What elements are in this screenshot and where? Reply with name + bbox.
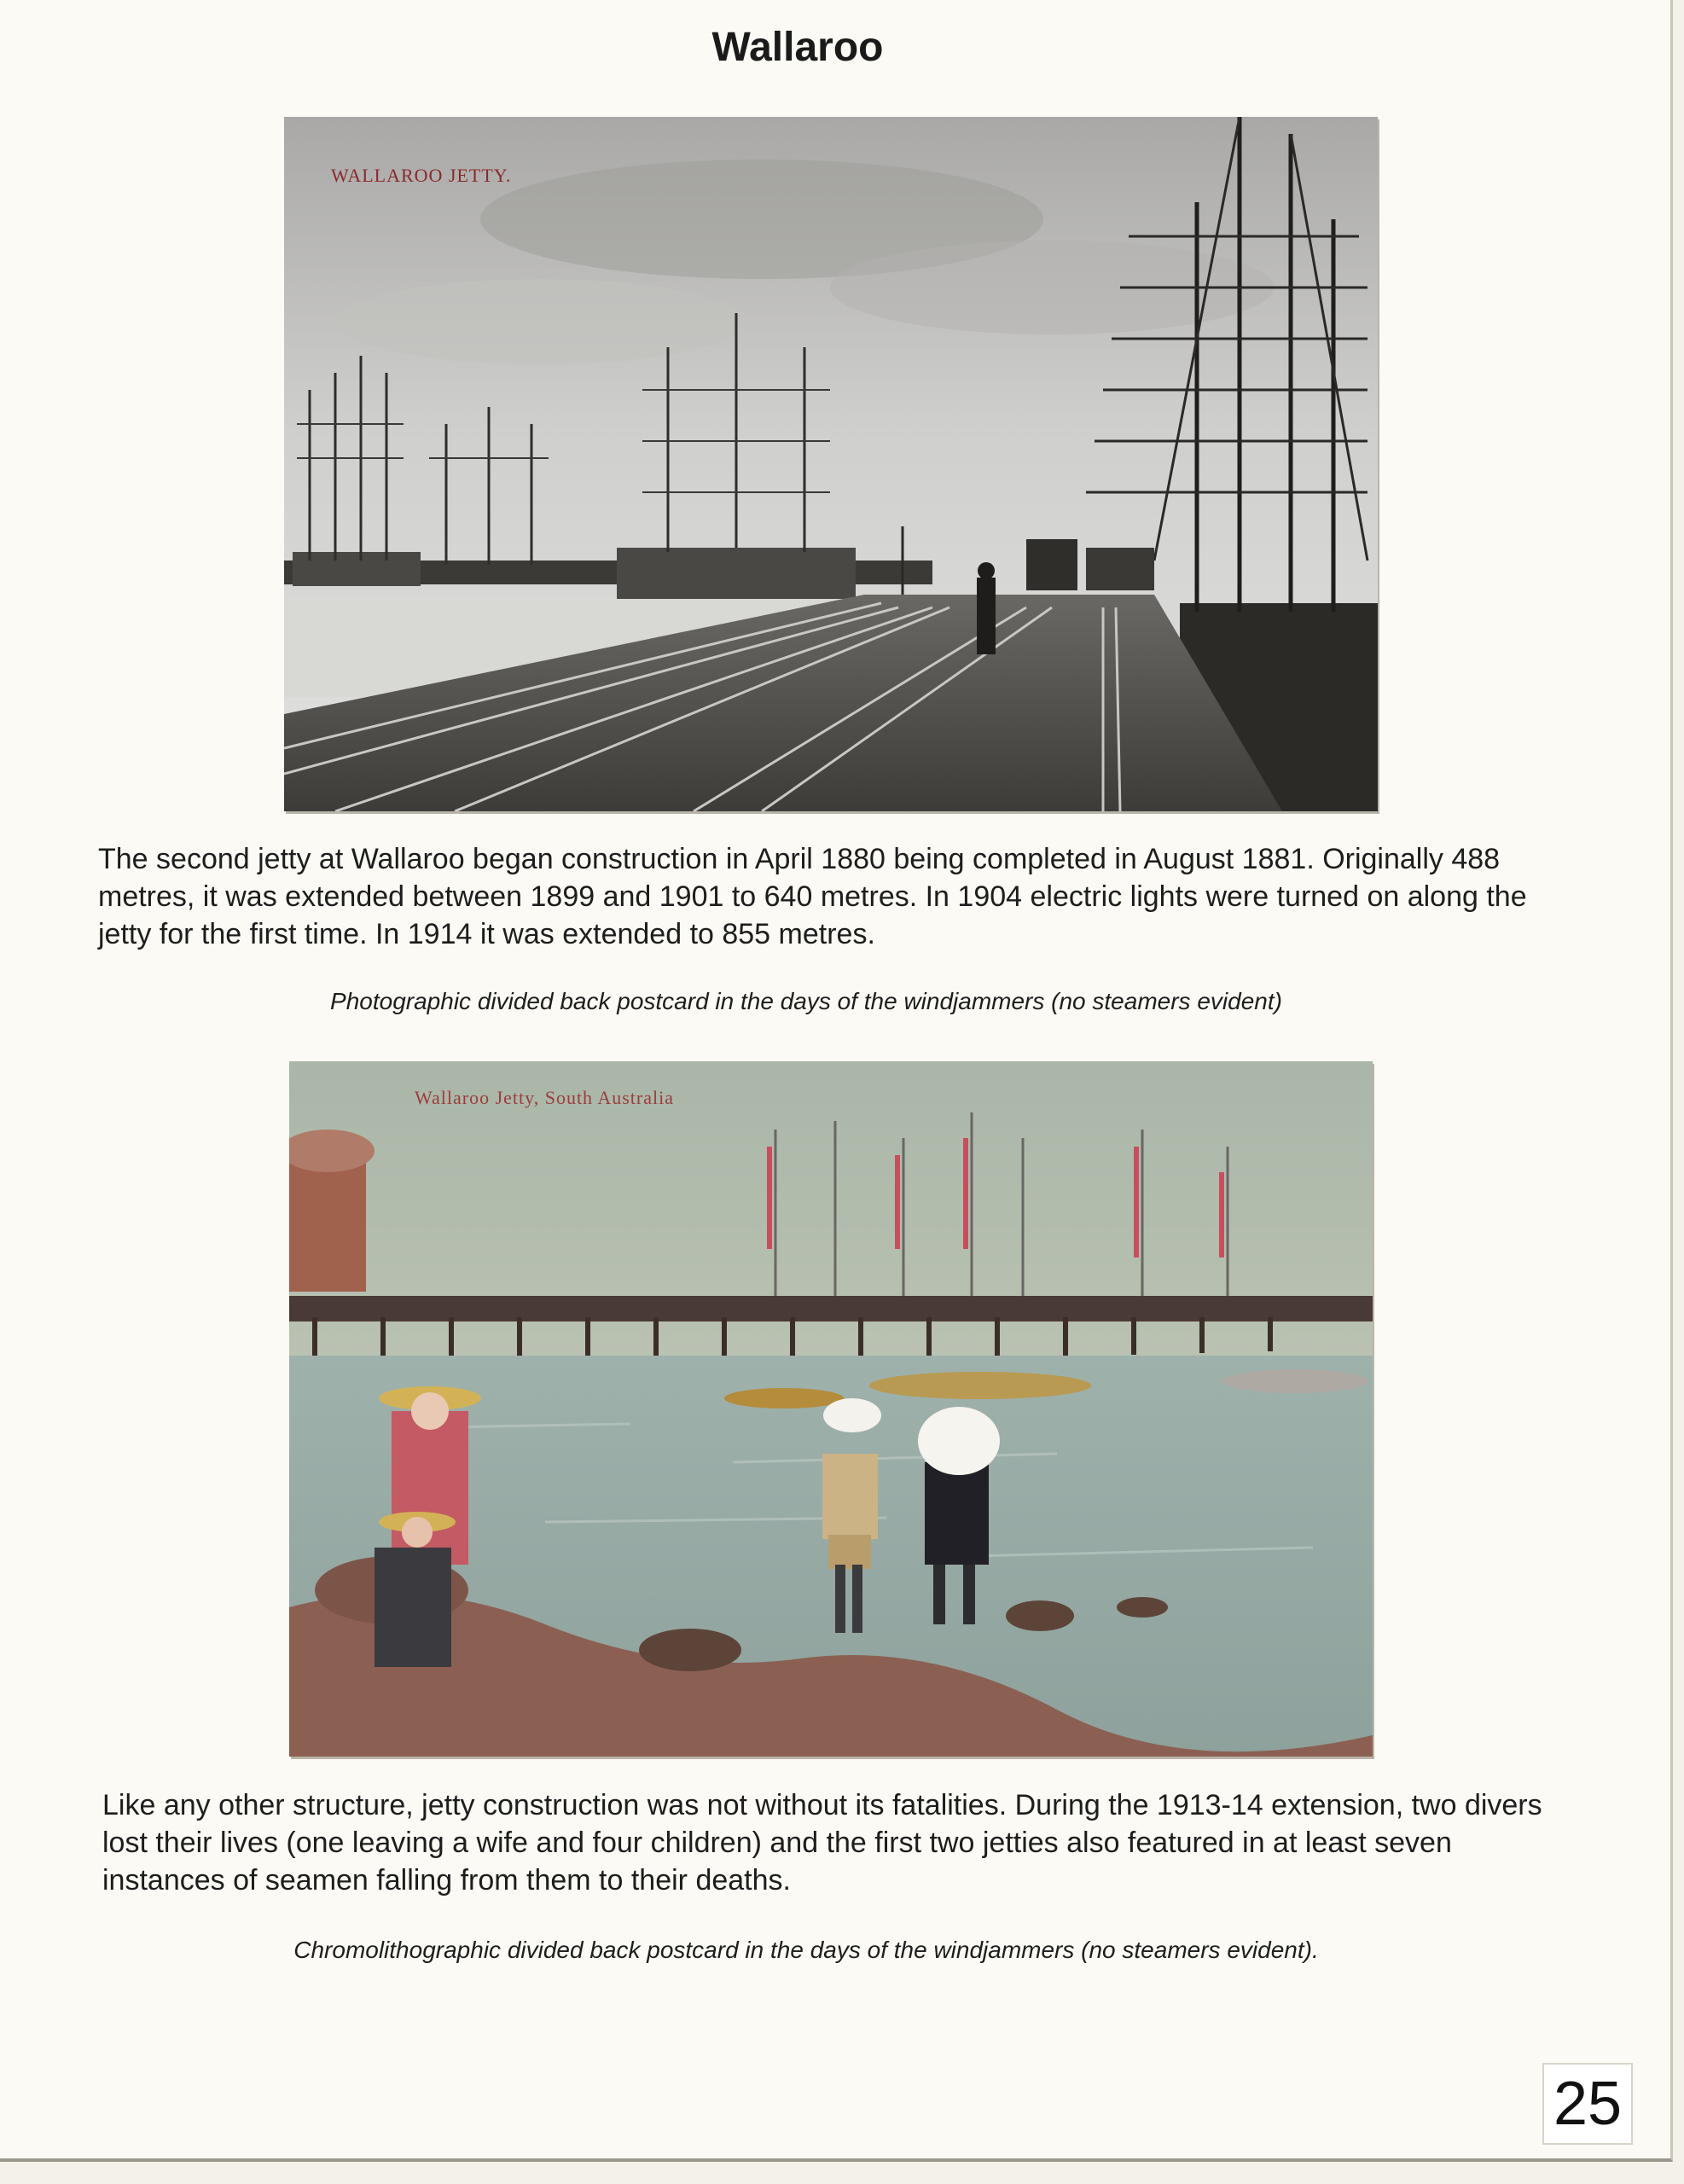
postcard-wallaroo-jetty-chromolitho (289, 1061, 1373, 1757)
postcard-photo-image (284, 117, 1378, 811)
postcard-description-photographic: Photographic divided back postcard in the days of the windjammers (no steamers evident) (330, 988, 1282, 1014)
postcard-description-chromolithographic: Chromolithographic divided back postcard in the days of the windjammers (no steamers evident). (293, 1937, 1319, 1963)
postcard-caption: Wallaroo Jetty, South Australia (415, 1087, 674, 1108)
page-title: Wallaroo (711, 25, 884, 70)
postcard-wallaroo-jetty-photo (284, 117, 1378, 811)
page-number: 25 (1542, 2063, 1633, 2145)
postcard-caption: WALLAROO JETTY. (331, 165, 512, 186)
paragraph-jetty-history: The second jetty at Wallaroo began construction in April 1880 being completed in August 1881. Originally 488 metres, it was extended between 1899 and 1901 to 640 metres. In 1904 electric lights were turned on along the jetty for the first time. In 1914 it was extended to 855 metres. (98, 843, 1527, 950)
postcard-chromolitho-image (289, 1061, 1373, 1757)
paragraph-jetty-fatalities: Like any other structure, jetty construction was not without its fatalities. During the 1913-14 extension, two divers lost their lives (one leaving a wife and four children) and the first two jetties also featured in at least seven instances of seamen falling from them to their deaths. (102, 1789, 1542, 1896)
